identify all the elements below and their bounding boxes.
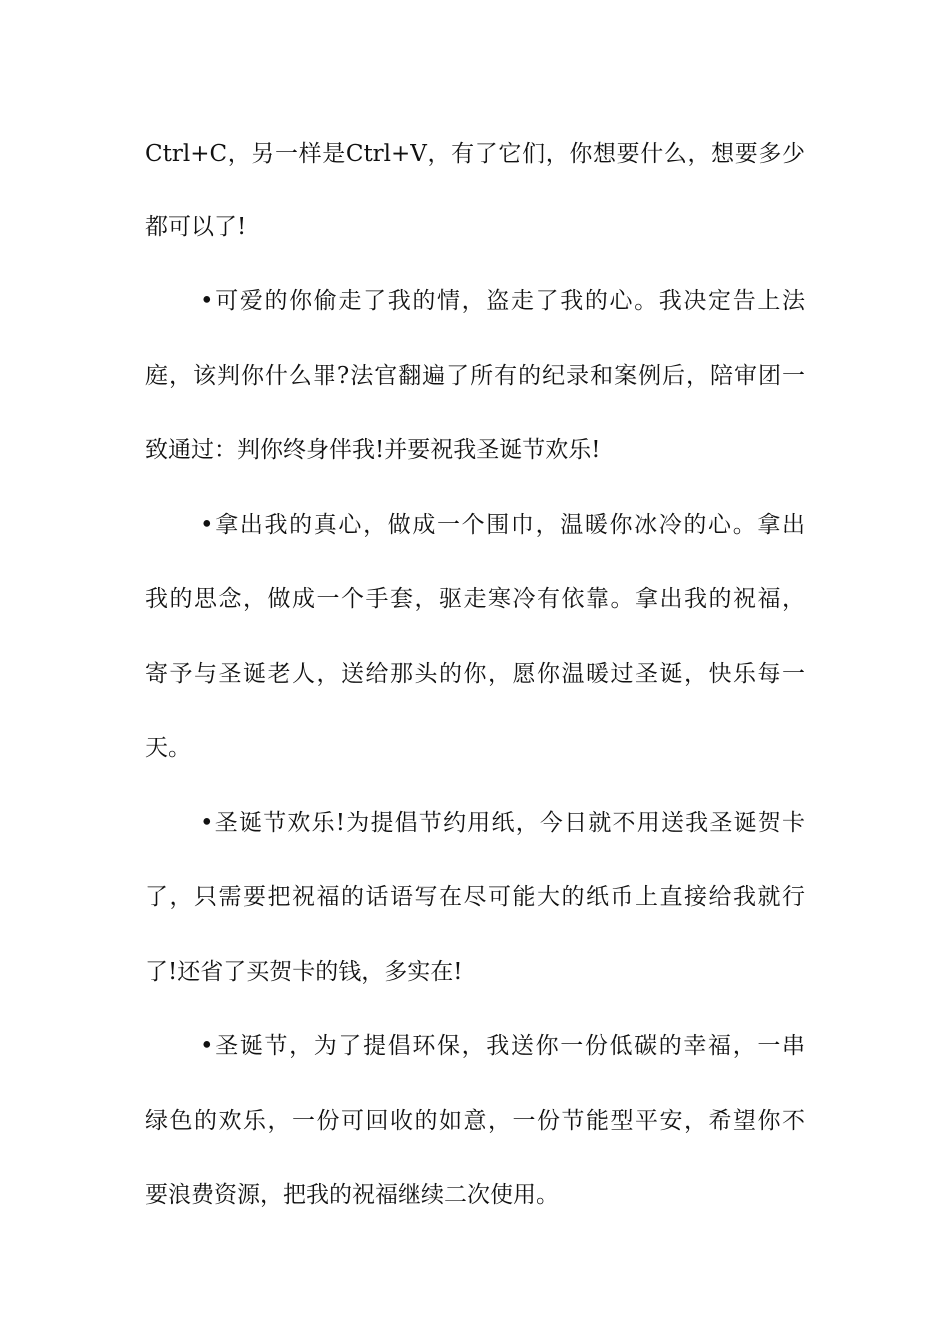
paragraph-line: 天。: [145, 735, 191, 761]
paragraph-line: 了!还省了买贺卡的钱，多实在!: [145, 959, 463, 985]
bullet-paragraph-line: •可爱的你偷走了我的情，盗走了我的心。我决定告上法: [200, 288, 805, 314]
bullet-paragraph-line: •拿出我的真心，做成一个围巾，温暖你冰冷的心。拿出: [200, 512, 805, 538]
paragraph-line: Ctrl+C，另一样是Ctrl+V，有了它们，你想要什么，想要多少: [145, 141, 805, 167]
paragraph-line: 了，只需要把祝福的话语写在尽可能大的纸币上直接给我就行: [145, 884, 805, 910]
paragraph-line: 绿色的欢乐，一份可回收的如意，一份节能型平安，希望你不: [145, 1108, 805, 1134]
paragraph-line: 致通过：判你终身伴我!并要祝我圣诞节欢乐!: [145, 437, 601, 463]
bullet-paragraph-line: •圣诞节欢乐!为提倡节约用纸，今日就不用送我圣诞贺卡: [200, 810, 805, 836]
bullet-paragraph-line: •圣诞节，为了提倡环保，我送你一份低碳的幸福，一串: [200, 1033, 805, 1059]
paragraph-line: 庭，该判你什么罪?法官翻遍了所有的纪录和案例后，陪审团一: [145, 363, 805, 389]
paragraph-line: 寄予与圣诞老人，送给那头的你，愿你温暖过圣诞，快乐每一: [145, 661, 805, 687]
paragraph-line: 要浪费资源，把我的祝福继续二次使用。: [145, 1182, 559, 1208]
paragraph-line: 我的思念，做成一个手套，驱走寒冷有依靠。拿出我的祝福，: [145, 586, 805, 612]
paragraph-line: 都可以了!: [145, 214, 247, 240]
